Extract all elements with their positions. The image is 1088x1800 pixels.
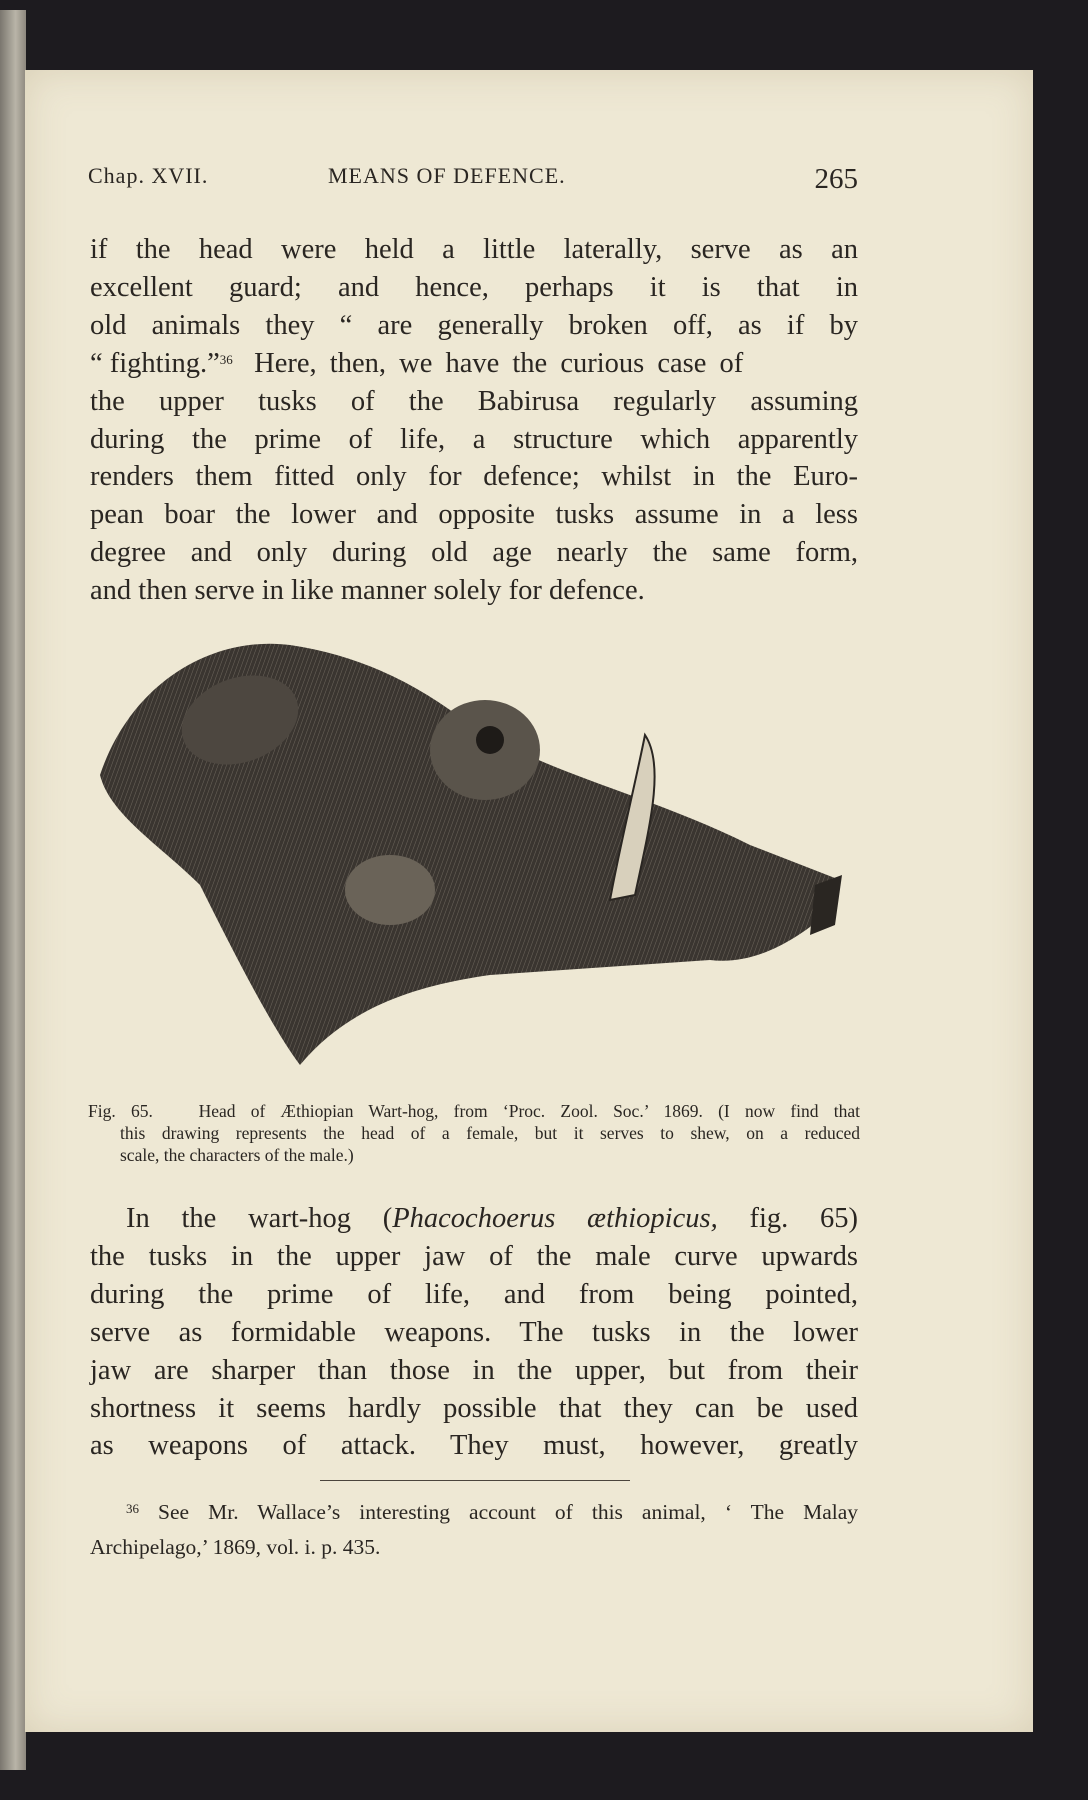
text-line: degree and only during old age nearly the same form, xyxy=(90,537,858,569)
footnote-line: Archipelago,’ 1869, vol. i. p. 435. xyxy=(90,1535,381,1559)
text-line: old animals they “ are generally broken off, as if by xyxy=(90,309,858,341)
text-line: during the prime of life, and from being pointed, xyxy=(90,1278,858,1310)
running-title: MEANS OF DEFENCE. xyxy=(328,163,566,188)
quote-text: “ fighting.” xyxy=(90,347,220,379)
text-line: jaw are sharper than those in the upper, but from their xyxy=(90,1354,858,1386)
text-line: renders them fitted only for defence; whilst in the Euro- xyxy=(90,461,858,493)
footnote-marker: 36 xyxy=(126,1501,139,1516)
text-line: the tusks in the upper jaw of the male curve upwards xyxy=(90,1240,858,1272)
footnote-ref: 36 xyxy=(219,351,233,367)
warthog-illustration xyxy=(90,625,860,1085)
caption-line xyxy=(88,1100,860,1122)
text-line xyxy=(90,345,858,383)
caption-text: Head of Æthiopian Wart-hog, from ‘Proc. Zool. Soc.’ 1869. (I now find that xyxy=(198,1101,860,1121)
text-line: if the head were held a little laterally, serve as an xyxy=(90,234,858,265)
text-span: fig. 65) xyxy=(717,1203,859,1234)
text-line xyxy=(90,1200,858,1238)
figure-label: Fig. 65. xyxy=(88,1101,153,1121)
chapter-label: Chap. XVII. xyxy=(88,163,209,188)
text-line: pean boar the lower and opposite tusks assume in a less xyxy=(90,499,858,531)
text-line: excellent guard; and hence, perhaps it is that in xyxy=(90,271,858,303)
caption-line: scale, the characters of the male.) xyxy=(120,1145,354,1165)
text-line: shortness it seems hardly possible that they can be used xyxy=(90,1392,858,1424)
quote-continuation: Here, then, we have the curious case of xyxy=(254,347,744,379)
text-line: and then serve in like manner solely for defence. xyxy=(90,575,645,607)
footnote-line xyxy=(90,1495,858,1530)
running-header xyxy=(88,163,858,193)
text-line: during the prime of life, a structure which apparently xyxy=(90,423,858,455)
caption-line: this drawing represents the head of a female, but it serves to shew, on a reduced xyxy=(120,1123,860,1143)
footnote-36 xyxy=(90,1495,858,1565)
species-name: Phacochoerus æthiopicus, xyxy=(392,1203,718,1234)
paragraph-2 xyxy=(90,1200,858,1465)
text-line: the upper tusks of the Babirusa regularly assuming xyxy=(90,385,858,417)
footnote-text: See Mr. Wallace’s interesting account of this animal, ‘ The Malay xyxy=(158,1500,859,1524)
paragraph-1 xyxy=(90,231,858,610)
text-line: as weapons of attack. They must, however, greatly xyxy=(90,1430,858,1462)
footnote-divider xyxy=(320,1480,630,1481)
text-span: In the wart-hog ( xyxy=(126,1203,393,1234)
text-line: serve as formidable weapons. The tusks in the lower xyxy=(90,1316,858,1348)
page-number: 265 xyxy=(814,163,858,195)
warthog-head-engraving xyxy=(90,625,860,1085)
figure-caption xyxy=(88,1100,860,1166)
previous-page-edge xyxy=(0,10,26,1770)
